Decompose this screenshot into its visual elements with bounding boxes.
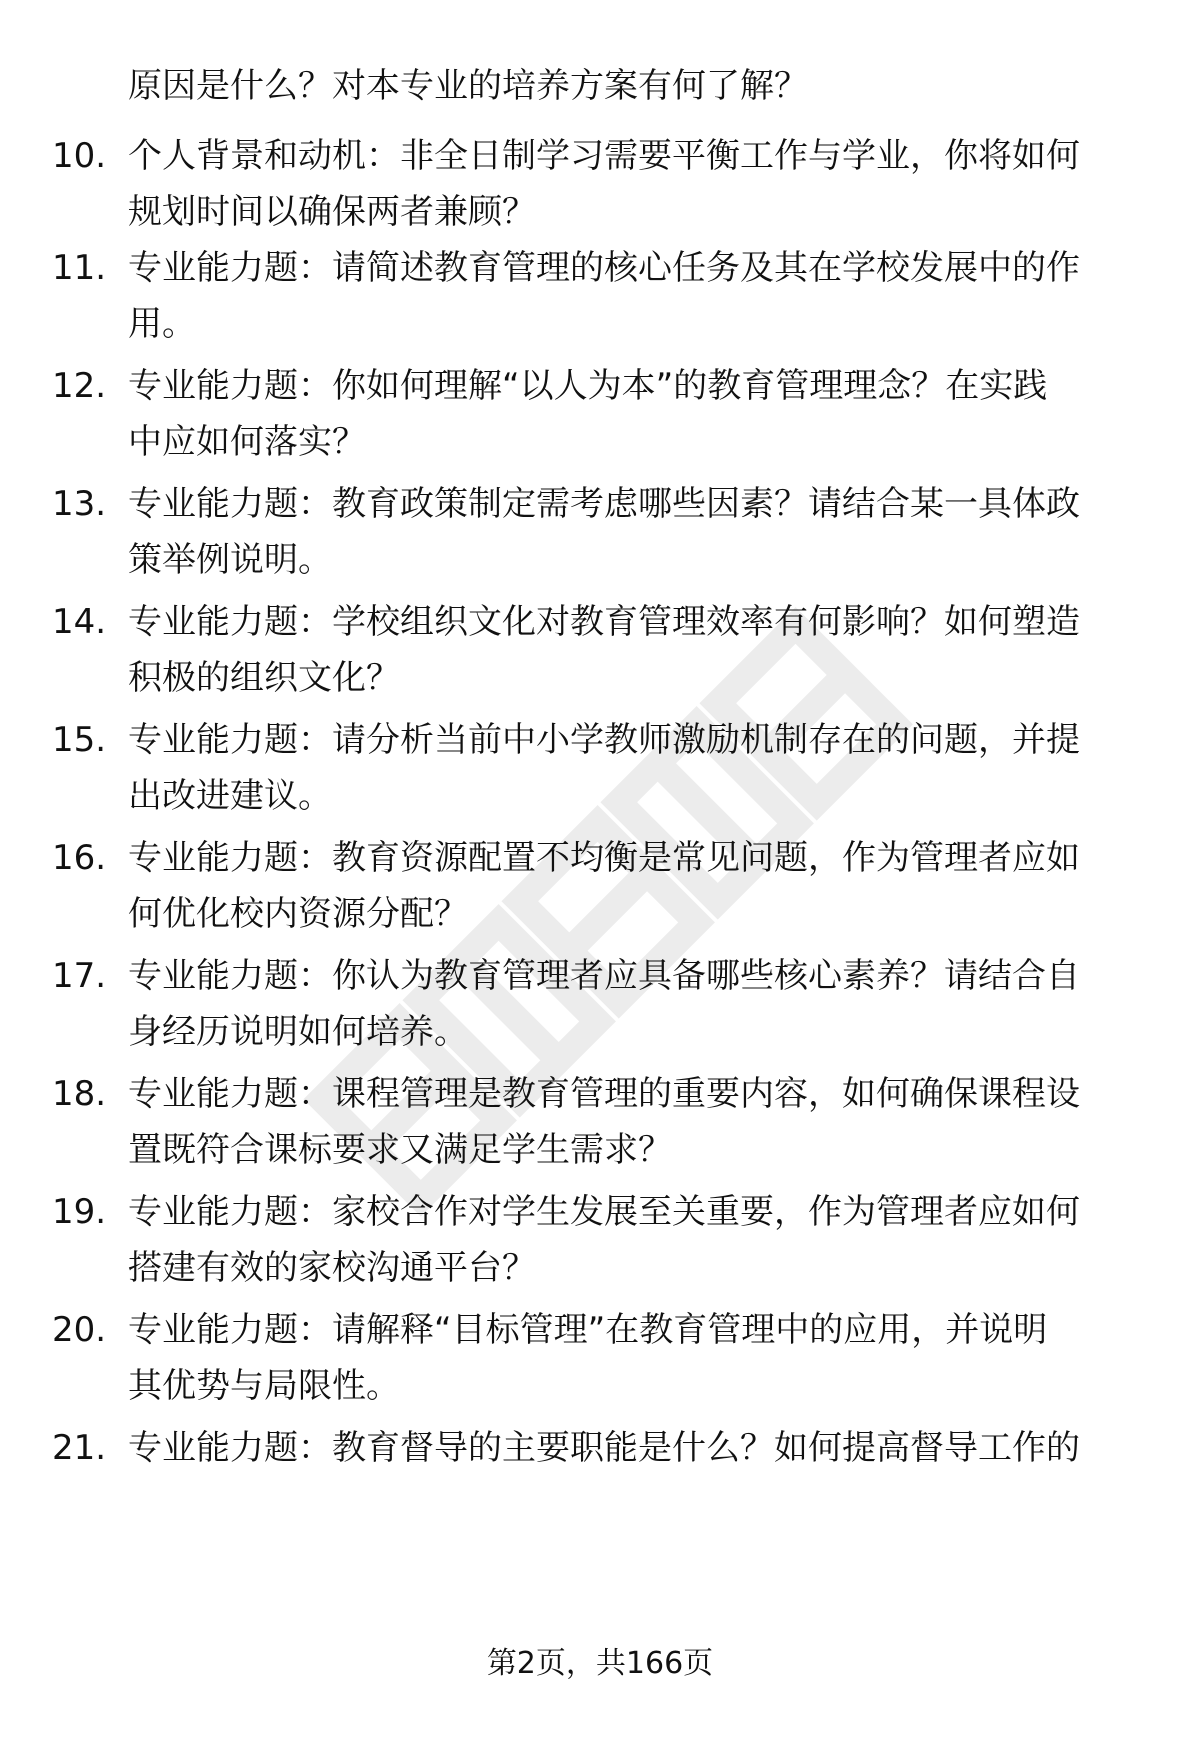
question-text <box>128 1184 1138 1296</box>
question-line: 身经历说明如何培养。 <box>128 1012 468 1052</box>
question-text <box>128 1302 1138 1414</box>
question-line: 专业能力题：家校合作对学生发展至关重要，作为管理者应如何 <box>128 1192 1080 1232</box>
question-number: 10. <box>52 136 107 176</box>
question-line: 何优化校内资源分配？ <box>128 894 468 934</box>
question-text <box>128 128 1138 240</box>
question-text <box>128 358 1138 470</box>
question-line: 专业能力题：你认为教育管理者应具备哪些核心素养？请结合自 <box>128 956 1080 996</box>
question-line: 其优势与局限性。 <box>128 1366 400 1406</box>
question-line: 专业能力题：课程管理是教育管理的重要内容，如何确保课程设 <box>128 1074 1080 1114</box>
question-number: 13. <box>52 484 107 524</box>
question-line: 专业能力题：请分析当前中小学教师激励机制存在的问题，并提 <box>128 720 1080 760</box>
question-number: 12. <box>52 366 107 406</box>
question-line: 专业能力题：教育资源配置不均衡是常见问题，作为管理者应如 <box>128 838 1080 878</box>
question-text <box>128 948 1138 1060</box>
question-number: 11. <box>52 248 107 288</box>
page-footer: 第2页，共166页 <box>486 1646 714 1681</box>
question-number: 18. <box>52 1074 107 1114</box>
question-number: 21. <box>52 1428 107 1468</box>
question-text <box>128 476 1138 588</box>
question-line: 中应如何落实？ <box>128 422 366 462</box>
question-number: 17. <box>52 956 107 996</box>
question-number: 16. <box>52 838 107 878</box>
question-text <box>128 830 1138 942</box>
question-line: 个人背景和动机：非全日制学习需要平衡工作与学业，你将如何 <box>128 136 1080 176</box>
question-line: 置既符合课标要求又满足学生需求？ <box>128 1130 672 1170</box>
question-text <box>128 594 1138 706</box>
question-line: 搭建有效的家校沟通平台？ <box>128 1248 536 1288</box>
question-line: 专业能力题：教育政策制定需考虑哪些因素？请结合某一具体政 <box>128 484 1080 524</box>
question-line: 用。 <box>128 304 196 344</box>
question-text <box>128 1066 1138 1178</box>
question-line: 专业能力题：学校组织文化对教育管理效率有何影响？如何塑造 <box>128 602 1080 642</box>
question-number: 15. <box>52 720 107 760</box>
question-line: 专业能力题：教育督导的主要职能是什么？如何提高督导工作的 <box>128 1428 1080 1468</box>
question-line: 专业能力题：请简述教育管理的核心任务及其在学校发展中的作 <box>128 248 1080 288</box>
question-text <box>128 240 1138 352</box>
question-line: 专业能力题：请解释“目标管理”在教育管理中的应用，并说明 <box>128 1310 1048 1350</box>
question-line: 专业能力题：你如何理解“以人为本”的教育管理理念？在实践 <box>128 366 1048 406</box>
continued-text: 原因是什么？对本专业的培养方案有何了解？ <box>128 66 808 106</box>
question-text <box>128 1420 1138 1476</box>
question-line: 出改进建议。 <box>128 776 332 816</box>
question-line: 积极的组织文化？ <box>128 658 400 698</box>
question-line: 规划时间以确保两者兼顾？ <box>128 192 536 232</box>
question-number: 19. <box>52 1192 107 1232</box>
question-text <box>128 712 1138 824</box>
question-line: 策举例说明。 <box>128 540 332 580</box>
question-number: 14. <box>52 602 107 642</box>
question-number: 20. <box>52 1310 107 1350</box>
